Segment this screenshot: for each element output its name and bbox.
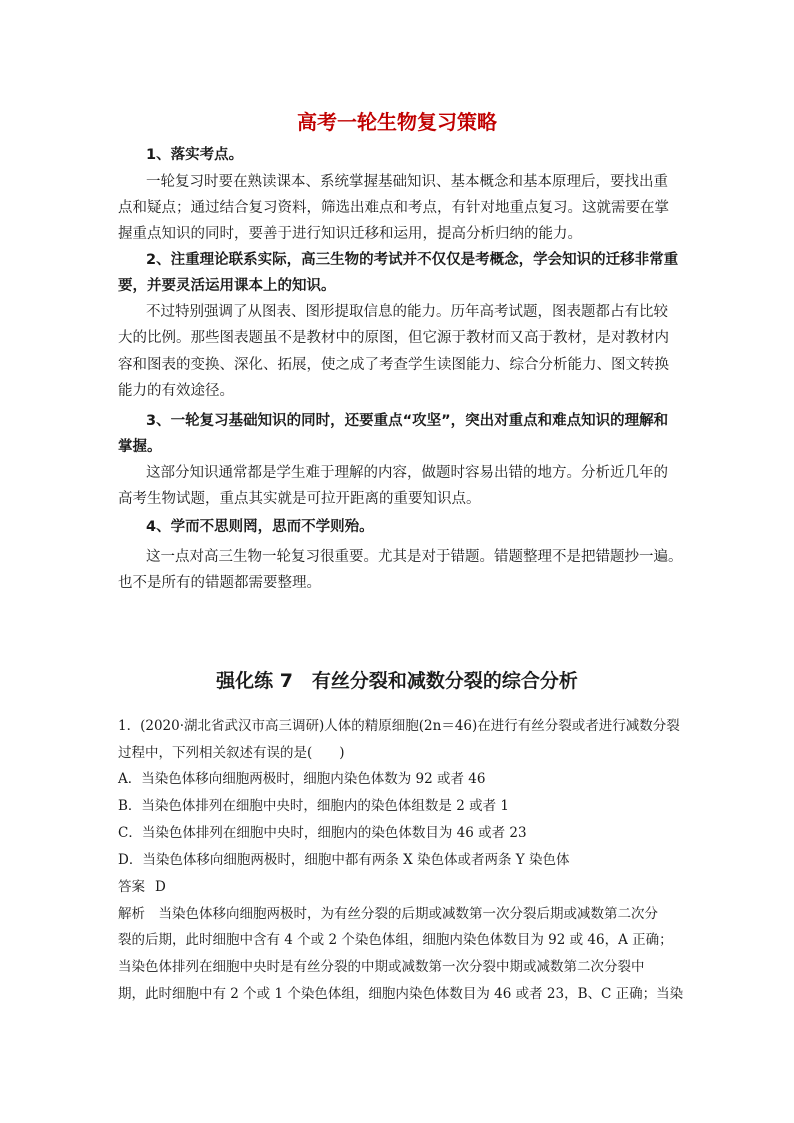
section-3-paragraph-line: 高考生物试题，重点其实就是可拉开距离的重要知识点。 bbox=[118, 491, 481, 507]
section-2-paragraph-line: 能力的有效途径。 bbox=[118, 383, 234, 399]
section-2-heading: 2、注重理论联系实际，高三生物的考试并不仅仅是考概念，学会知识的迁移非常重 bbox=[146, 252, 679, 268]
option-a: A．当染色体移向细胞两极时，细胞内染色体数为 92 或者 46 bbox=[118, 771, 486, 787]
section-1-heading: 1、落实考点。 bbox=[146, 147, 244, 163]
analysis-line: 当染色体排列在细胞中央时是有丝分裂的中期或减数第一次分裂中期或减数第二次分裂中 bbox=[118, 959, 645, 975]
option-c: C．当染色体排列在细胞中央时，细胞内的染色体数目为 46 或者 23 bbox=[118, 825, 527, 841]
page-title: 高考一轮生物复习策略 bbox=[297, 110, 497, 134]
option-b: B．当染色体排列在细胞中央时，细胞内的染色体组数是 2 或者 1 bbox=[118, 798, 509, 814]
section-4-paragraph-line: 这一点对高三生物一轮复习很重要。尤其是对于错题。错题整理不是把错题抄一遍。 bbox=[146, 549, 683, 565]
answer-value: D bbox=[155, 879, 166, 895]
answer-line bbox=[118, 877, 678, 897]
section-4-heading: 4、学而不思则罔，思而不学则殆。 bbox=[146, 519, 374, 535]
section-1-paragraph-line: 握重点知识的同时，要善于进行知识迁移和运用，提高分析归纳的能力。 bbox=[118, 226, 582, 242]
option-d: D．当染色体移向细胞两极时，细胞中都有两条 X 染色体或者两条 Y 染色体 bbox=[118, 852, 570, 868]
section-3-heading: 掌握。 bbox=[118, 439, 162, 455]
exercise-title: 强化练 7 有丝分裂和减数分裂的综合分析 bbox=[216, 670, 578, 692]
section-2-heading: 要，并要灵活运用课本上的知识。 bbox=[118, 278, 336, 294]
question-stem: 过程中，下列相关叙述有误的是( ) bbox=[118, 745, 345, 761]
analysis-line: 解析 当染色体移向细胞两极时，为有丝分裂的后期或减数第一次分裂后期或减数第二次分 bbox=[118, 906, 658, 922]
section-2-paragraph-line: 容和图表的变换、深化、拓展，使之成了考查学生读图能力、综合分析能力、图文转换 bbox=[118, 357, 669, 373]
section-2-paragraph-line: 大的比例。那些图表题虽不是教材中的原图，但它源于教材而又高于教材，是对教材内 bbox=[118, 330, 669, 346]
analysis-line: 裂的后期，此时细胞中含有 4 个或 2 个染色体组，细胞内染色体数目为 92 或 46，A 正确； bbox=[118, 932, 673, 948]
section-4-paragraph-line: 也不是所有的错题都需要整理。 bbox=[118, 575, 321, 591]
question-stem: 1．(2020·湖北省武汉市高三调研)人体的精原细胞(2n＝46)在进行有丝分裂或者进行减数分裂 bbox=[118, 718, 680, 734]
section-3-paragraph-line: 这部分知识通常都是学生难于理解的内容，做题时容易出错的地方。分析近几年的 bbox=[146, 465, 668, 481]
section-3-heading: 3、一轮复习基础知识的同时，还要重点“攻坚”，突出对重点和难点知识的理解和 bbox=[146, 413, 669, 429]
section-1-paragraph-line: 点和疑点；通过结合复习资料，筛选出难点和考点，有针对地重点复习。这就需要在掌 bbox=[118, 200, 669, 216]
section-2-paragraph-line: 不过特别强调了从图表、图形提取信息的能力。历年高考试题，图表题都占有比较 bbox=[146, 304, 668, 320]
analysis-line: 期，此时细胞中有 2 个或 1 个染色体组，细胞内染色体数目为 46 或者 23，B、C 正确；当染 bbox=[118, 986, 684, 1002]
section-1-paragraph-line: 一轮复习时要在熟读课本、系统掌握基础知识、基本概念和基本原理后，要找出重 bbox=[146, 174, 668, 190]
answer-label: 答案 bbox=[118, 879, 145, 895]
